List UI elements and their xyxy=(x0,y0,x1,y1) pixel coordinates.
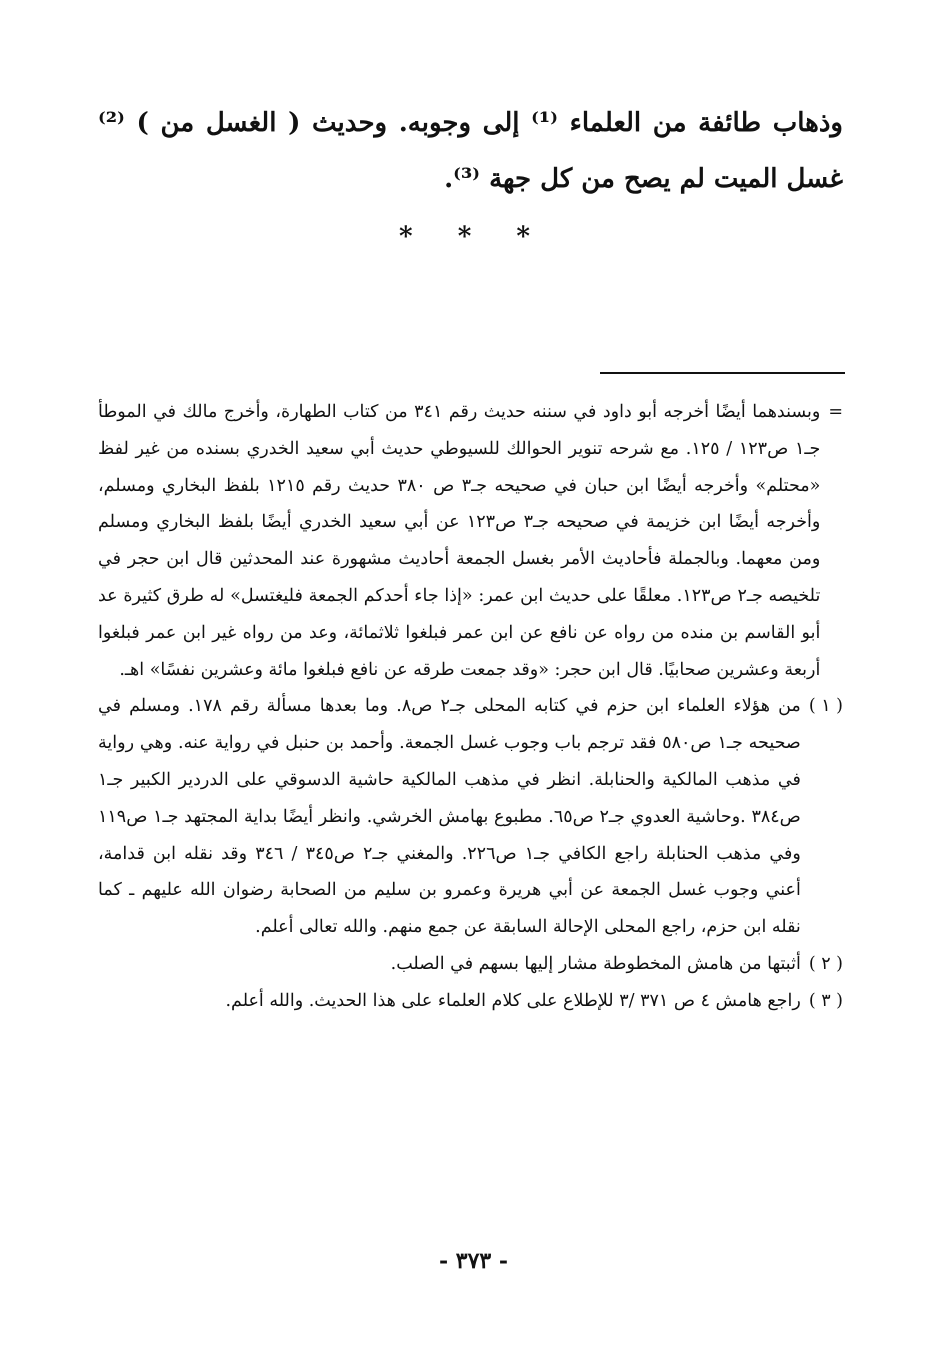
footnotes xyxy=(98,394,843,1020)
footnote-1 xyxy=(98,688,843,946)
footnote-2 xyxy=(98,946,843,983)
footnote-marker: ( ٢ ) xyxy=(808,953,843,974)
main-paragraph: وذهاب طائفة من العلماء ⁽¹⁾ إلى وجوبه. وحديث ( الغسل من ) ⁽²⁾ غسل الميت لم يصح من كل جهة ⁽³⁾. xyxy=(98,108,843,194)
footnote-rule xyxy=(600,372,845,374)
footnote-marker: = xyxy=(828,402,843,422)
footnote-text: من هؤلاء العلماء ابن حزم في كتابه المحلى جـ٢ ص٨. وما بعدها مسألة رقم ١٧٨. ومسلم في صحيحه جـ١ ص٥٨٠ فقد ترجم باب وجوب غسل الجمعة. وأحمد بن حنبل في رواية عنه. وهي رواية في مذهب المالكية والحنابلة. انظر في مذهب المالكية حاشية الدسوقي على الدردير الكبير جـ١ ص٣٨٤ .وحاشية العدوي جـ٢ ص٦٥. مطبوع بهامش الخرشي. وانظر أيضًا بداية المجتهد جـ١ ص١١٩ وفي مذهب الحنابلة راجع الكافي جـ١ ص٢٢٦. والمغني جـ٢ ص٣٤٥ / ٣٤٦ وقد نقله ابن قدامة، أعني وجوب غسل الجمعة عن أبي هريرة وعمرو بن سليم من الصحابة رضوان الله عليهم ـ كما نقله ابن حزم، راجع المحلى الإحالة السابقة عن جمع منهم. والله تعالى أعلم. xyxy=(98,696,801,938)
footnote-text: أثبتها من هامش المخطوطة مشار إليها بسهم في الصلب. xyxy=(390,953,801,974)
footnote-continuation xyxy=(98,394,843,688)
main-text xyxy=(98,95,843,207)
page-number: - ٣٧٣ - xyxy=(438,1248,509,1274)
section-separator: * * * xyxy=(399,222,548,252)
footnote-marker: ( ١ ) xyxy=(808,696,843,717)
footnote-text: وبسندهما أيضًا أخرجه أبو داود في سننه حديث رقم ٣٤١ من كتاب الطهارة، وأخرج مالك في الموطأ جـ١ ص١٢٣ / ١٢٥. مع شرحه تنوير الحوالك للسيوطي حديث أبي سعيد الخدري بسنده من غير لفظ «محتلم» وأخرجه أيضًا ابن حبان في صحيحه جـ٣ ص ٣٨٠ حديث رقم ١٢١٥ بلفظ البخاري ومسلم، وأخرجه أيضًا ابن خزيمة في صحيحه جـ٣ ص١٢٣ عن أبي سعيد الخدري أيضًا بلفظ البخاري ومسلم ومن معهما. وبالجملة فأحاديث الأمر بغسل الجمعة أحاديث مشهورة عند المحدثين قال ابن حجر في تلخيصه جـ٢ ص١٢٣. معلقًا على حديث ابن عمر: «إذا جاء أحدكم الجمعة فليغتسل» له طرق كثيرة عد أبو القاسم بن منده من رواه عن نافع عن ابن عمر فبلغوا ثلاثمائة، وعد من رواه غير ابن عمر فبلغوا أربعة وعشرين صحابيًا. قال ابن حجر: «وقد جمعت طرقه عن نافع فبلغوا مائة وعشرين نفسًا» اهـ. xyxy=(98,402,821,680)
footnote-3 xyxy=(98,983,843,1020)
footnote-text: راجع هامش ٤ ص ٣٧١ /٣ للإطلاع على كلام العلماء على هذا الحديث. والله أعلم. xyxy=(225,990,801,1011)
footnote-marker: ( ٣ ) xyxy=(808,990,843,1011)
